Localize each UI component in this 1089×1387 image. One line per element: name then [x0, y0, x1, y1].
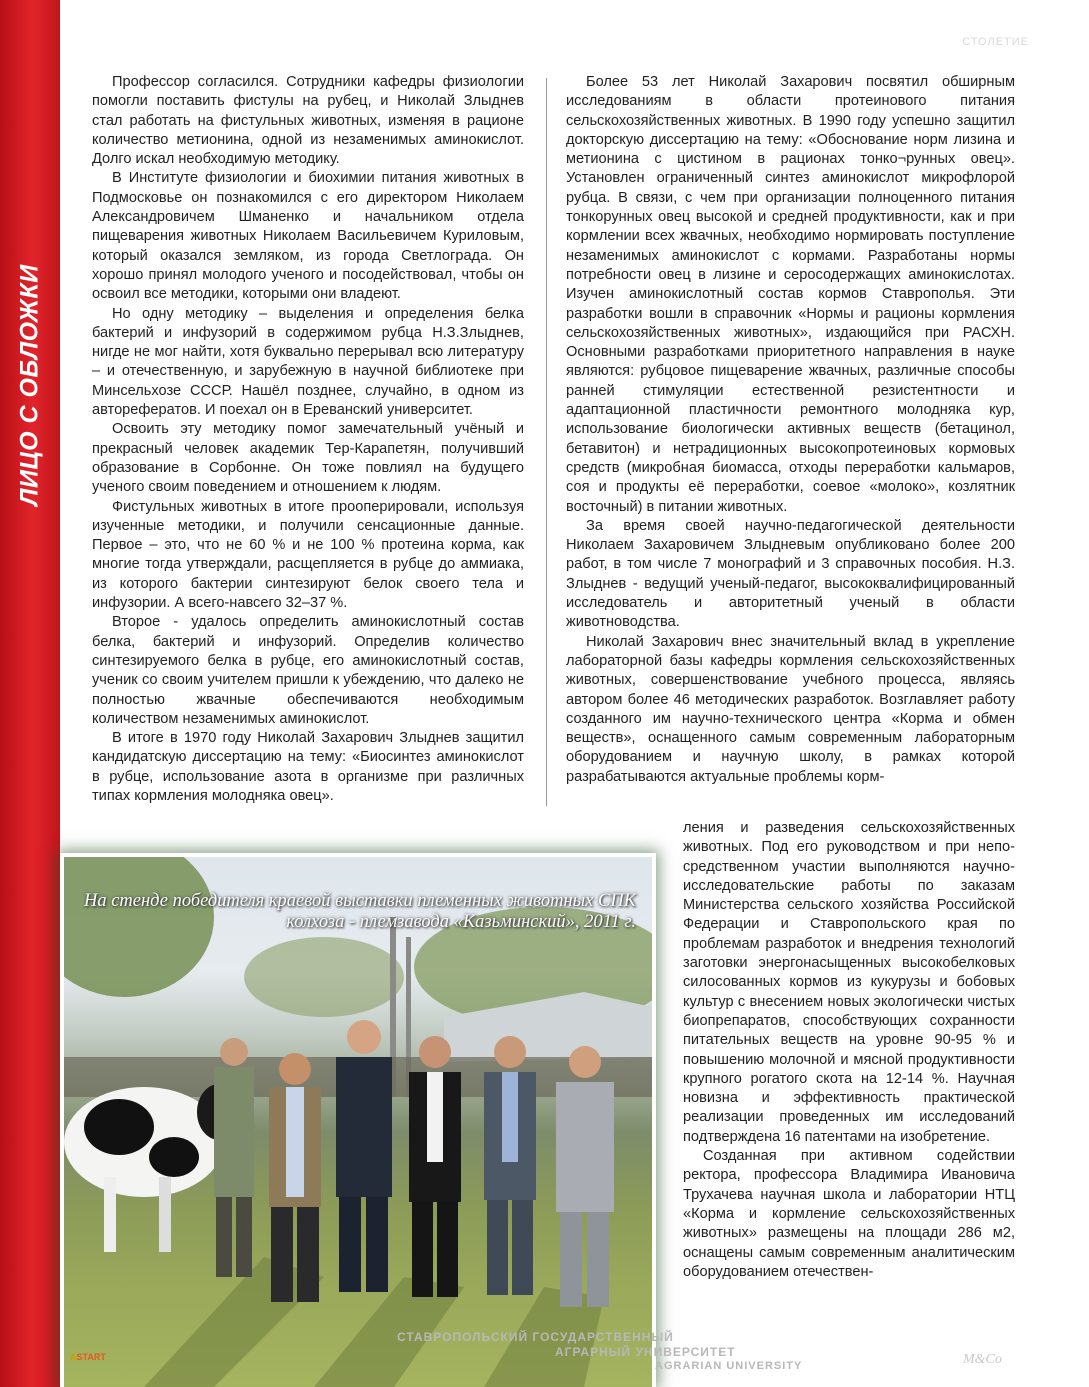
column-divider: [546, 78, 547, 806]
paragraph: ления и разведения сельскохозяйственных животных. Под его руководством и при непо-средственном участии выполняются научно-исследовательские работы по заказам Министерства сельского хозяйства Российской Федерации и Ставропольского края по проблемам разработок и внедрения технологий заготовки энергонасыщенных высокобелковых силосованных кормов из кукурузы и бобовых культур с внесением новых экологически чистых биопрепаратов, способствующих сохранности питательных веществ на уровне 90-95 % и повышению молочной и мясной продуктивности крупного рогатого скота на 12-14 %. Научная новизна и эффективность практической реализации проведенных им исследований подтверждена 16 патентами на изобретение.: [683, 820, 1015, 1145]
paragraph: За время своей научно-педагогической деятельности Николаем Захаровичем Злыдневым опубликовано более 200 работ, в том числе 7 монографий и 3 справочных пособия. Н.З. Злыднев - ведущий ученый-педагог, высококвалифицированный исследователь и авторитетный ученый в области животноводства.: [566, 517, 1015, 631]
footer-university-line2: АГРАРНЫЙ УНИВЕРСИТЕТ: [555, 1345, 736, 1359]
paragraph: В итоге в 1970 году Николай Захарович Злыднев защитил кандидатскую диссертацию на тему: «Биосинтез аминокислот в рубце, использование азота в организме при различных типах кормления молодняка овец».: [92, 730, 524, 804]
footer-mark: M&Co: [963, 1352, 1002, 1367]
footer-university-line1: СТАВРОПОЛЬСКИЙ ГОСУДАРСТВЕННЫЙ: [397, 1330, 674, 1344]
page-header-faint: СТОЛЕТИЕ: [962, 36, 1029, 48]
paragraph: Но одну методику – выделения и определения белка бактерий и инфузорий в содержимом рубца Н.З.Злыднев, нигде не мог найти, хотя буквально перерывал всю литературу – и отечественную, и зарубежную в научной библиотеке при Минсельхозе СССР. Нашёл позднее, случайно, в одном из авторефератов. И поехал он в Ереванский университет.: [92, 305, 524, 419]
section-sidebar: [0, 0, 60, 1387]
paragraph: Фистульных животных в итоге прооперировали, используя изученные методики, и получили сенсационные данные. Первое – это, что не 60 % и не 100 % протеина корма, как многие тогда утверждали, расщепляется в рубце до аммиака, из которого бактерии синтезируют белок своего тела и инфузории. А всего-навсего 32–37 %.: [92, 498, 524, 612]
paragraph: Созданная при активном содействии ректора, профессора Владимира Ивановича Трухачева научная школа и лаборатории НТЦ «Корма и кормление сельскохозяйственных животных» размещены на площади 286 м2, оснащены самым современным аналитическим оборудованием отечествен-: [683, 1148, 1015, 1280]
paragraph: Освоить эту методику помог замечательный учёный и прекрасный человек академик Тер-Карапетян, получивший образование в Сорбонне. Он тоже повлиял на будущего ученого своим поведением и отношением к людям.: [92, 421, 524, 496]
left-text-column: [92, 73, 524, 806]
photo-caption: На стенде победителя краевой выставки племенных животных СПК колхоза - племзавода «Казьминский», 2011 г.: [83, 891, 636, 932]
right-text-column: [566, 73, 1015, 787]
footer-university-en: AGRARIAN UNIVERSITY: [655, 1360, 803, 1372]
photo-illustration: [64, 857, 652, 1387]
continued-text-column: [683, 819, 1015, 1282]
paragraph: Профессор согласился. Сотрудники кафедры физиологии помогли поставить фистулы на рубец, и Николай Злыднев стал работать на фистульных животных, изменяя в рационе количество метионина, одной из незаменимых аминокислот. Долго искал необходимую методику.: [92, 74, 524, 168]
paragraph: Второе - удалось определить аминокислотный состав белка, бактерий и инфузорий. Определив количество синтезируемого белка в рубце, его аминокислотный состав, ученик со своим учителем пришли к убеждению, что далеко не полностью жвачные обеспечиваются необходимым количеством незаменимых аминокислот.: [92, 614, 524, 727]
magazine-logo: АSTART: [70, 1352, 106, 1362]
photo-frame: [60, 853, 656, 1387]
group-photo: [64, 857, 652, 1387]
paragraph: Более 53 лет Николай Захарович посвятил обширным исследованиям в области протеинового питания сельскохозяйственных животных. В 1990 году успешно защитил докторскую диссертацию на тему: «Обоснование норм лизина и метионина с цистином в рационах тонко¬рунных овец». Установлен ограниченный синтез аминокислот микрофлорой рубца. В связи, с чем при организации полноценного питания тонкорунных овец высокой и средней продуктивности, как и при кормлении всех жвачных, необходимо нормировать поступление незаменимых аминокислот с кормами. Разработаны нормы потребности овец в лизине и серосодержащих аминокислотах. Изучен аминокислотный состав кормов Ставрополья. Эти разработки вошли в справочник «Нормы и рационы кормления сельскохозяйственных животных», издающийся при РАСХН. Основными разработками приоритетного направления в науке являются: рубцовое пищеварение жвачных, различные способы ранней стимуляции естественной резистентности и адаптационной пластичности ремонтного молодняка кур, использование биологически активных веществ (бетацинол, бетавитон) и нетрадиционных высокопротеиновых кормовых средств (микробная биомасса, отходы переработки кальмаров, соя и продукты её переработки, соевое «молоко», козлятник восточный) в питании животных.: [566, 74, 1015, 515]
section-title: ЛИЦО С ОБЛОЖКИ: [15, 264, 44, 506]
paragraph: В Институте физиологии и биохимии питания животных в Подмосковье он познакомился с его директором Николаем Александровичем Шманенко и начальником отдела пищеварения животных Николаем Васильевичем Куриловым, который оказался земляком, из города Светлограда. Он хорошо принял молодого ученого и посодействовал, чтобы он освоил все методики, которыми они владеют.: [92, 170, 524, 303]
paragraph: Николай Захарович внес значительный вклад в укрепление лабораторной базы кафедры кормления сельскохозяйственных животных, совершенствование учебного процесса, являясь автором более 46 методических разработок. Возглавляет работу созданного им научно-технического центра «Корма и обмен веществ», оснащенного самым современным лабораторным оборудованием и научную школу, в рамках которой разрабатываются актуальные проблемы корм-: [566, 633, 1015, 785]
